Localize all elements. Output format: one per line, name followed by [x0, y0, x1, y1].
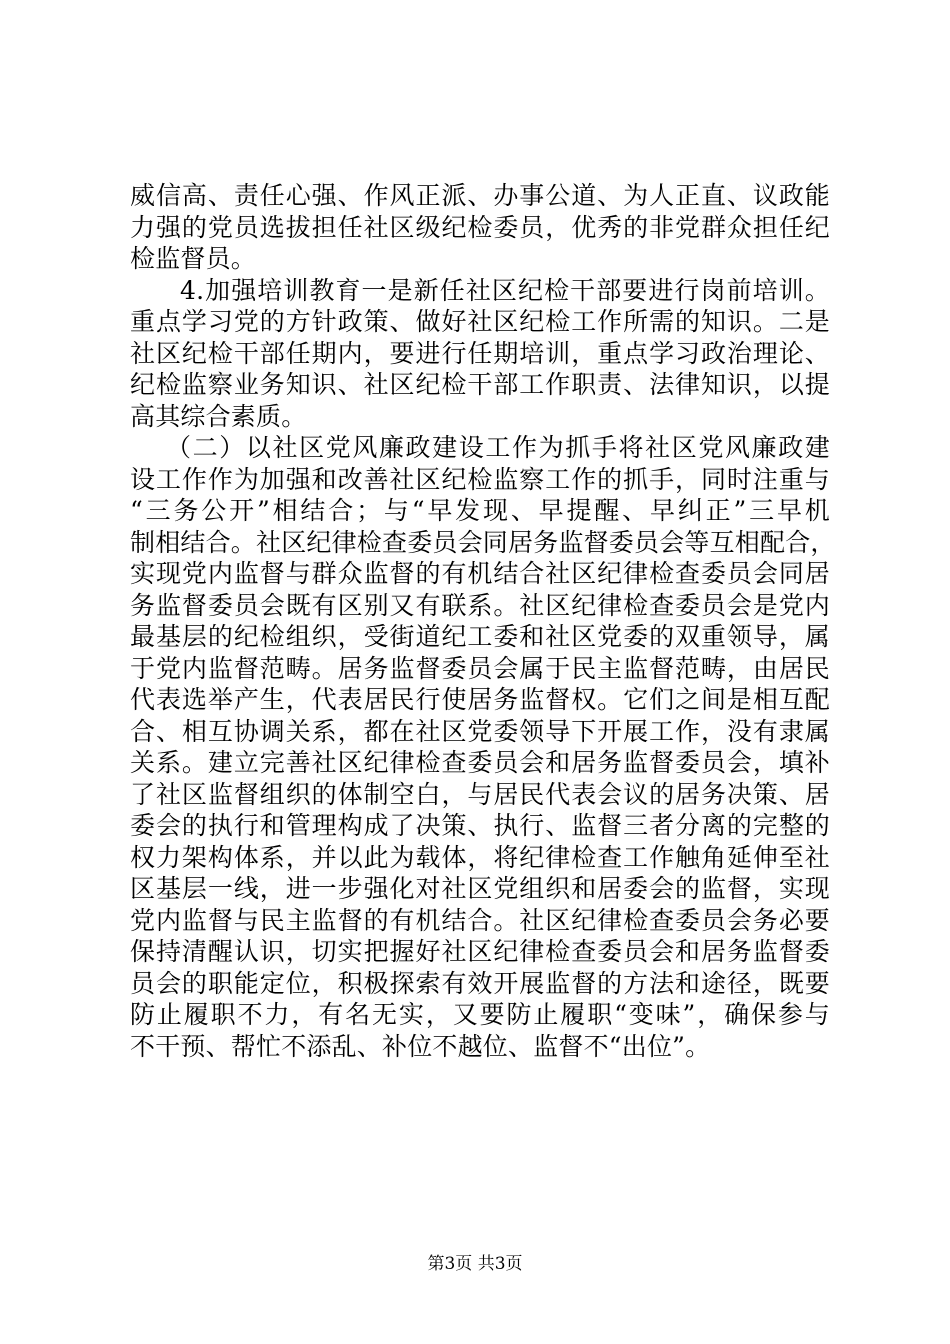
text-line: 设工作作为加强和改善社区纪检监察工作的抓手，同时注重与 [130, 464, 830, 494]
text-line: 防止履职不力，有名无实，又要防止履职“变味”，确保参与 [130, 1000, 830, 1029]
text-line: 制相结合。社区纪律检查委员会同居务监督委员会等互相配合， [130, 527, 836, 557]
text-line: 高其综合素质。 [130, 401, 307, 431]
paragraph-3 [130, 432, 836, 1062]
text-line: 合、相互协调关系，都在社区党委领导下开展工作，没有隶属 [130, 716, 830, 746]
text-line: 4.加强培训教育一是新任社区纪检干部要进行岗前培训。 [180, 275, 830, 305]
text-line: 实现党内监督与群众监督的有机结合社区纪律检查委员会同居 [130, 559, 830, 588]
text-line: 重点学习党的方针政策、做好社区纪检工作所需的知识。二是 [130, 307, 830, 336]
page-number-footer: 第3页 共3页 [427, 1254, 523, 1274]
text-line: 委会的执行和管理构成了决策、执行、监督三者分离的完整的 [130, 811, 830, 840]
text-line: 代表选举产生，代表居民行使居务监督权。它们之间是相互配 [130, 685, 830, 714]
text-line: 员会的职能定位，积极探索有效开展监督的方法和途径，既要 [130, 968, 830, 998]
text-line: “三务公开”相结合；与“早发现、早提醒、早纠正”三早机 [130, 496, 830, 525]
text-line: 于党内监督范畴。居务监督委员会属于民主监督范畴，由居民 [130, 653, 830, 683]
text-line: 权力架构体系，并以此为载体，将纪律检查工作触角延伸至社 [130, 842, 830, 872]
text-line: 检监督员。 [130, 244, 257, 273]
text-line: 保持清醒认识，切实把握好社区纪律检查委员会和居务监督委 [130, 937, 830, 966]
text-line: 威信高、责任心强、作风正派、办事公道、为人正直、议政能 [130, 181, 830, 210]
text-line: 社区纪检干部任期内，要进行任期培训，重点学习政治理论、 [130, 338, 830, 368]
text-line: 不干预、帮忙不添乱、补位不越位、监督不“出位”。 [130, 1031, 711, 1061]
text-line: 最基层的纪检组织，受街道纪工委和社区党委的双重领导，属 [130, 622, 830, 651]
text-line: 务监督委员会既有区别又有联系。社区纪律检查委员会是党内 [130, 590, 830, 620]
paragraph-1 [130, 180, 830, 275]
text-line: 党内监督与民主监督的有机结合。社区纪律检查委员会务必要 [130, 905, 830, 935]
text-line: 了社区监督组织的体制空白，与居民代表会议的居务决策、居 [130, 779, 830, 809]
text-line: 纪检监察业务知识、社区纪检干部工作职责、法律知识，以提 [130, 370, 830, 399]
text-line: 区基层一线，进一步强化对社区党组织和居委会的监督，实现 [130, 874, 830, 903]
text-line: （二）以社区党风廉政建设工作为抓手将社区党风廉政建 [166, 433, 830, 462]
document-body [130, 180, 836, 1062]
text-line: 力强的党员选拔担任社区级纪检委员，优秀的非党群众担任纪 [130, 212, 830, 242]
text-line: 关系。建立完善社区纪律检查委员会和居务监督委员会，填补 [130, 748, 830, 777]
paragraph-2 [130, 275, 830, 433]
